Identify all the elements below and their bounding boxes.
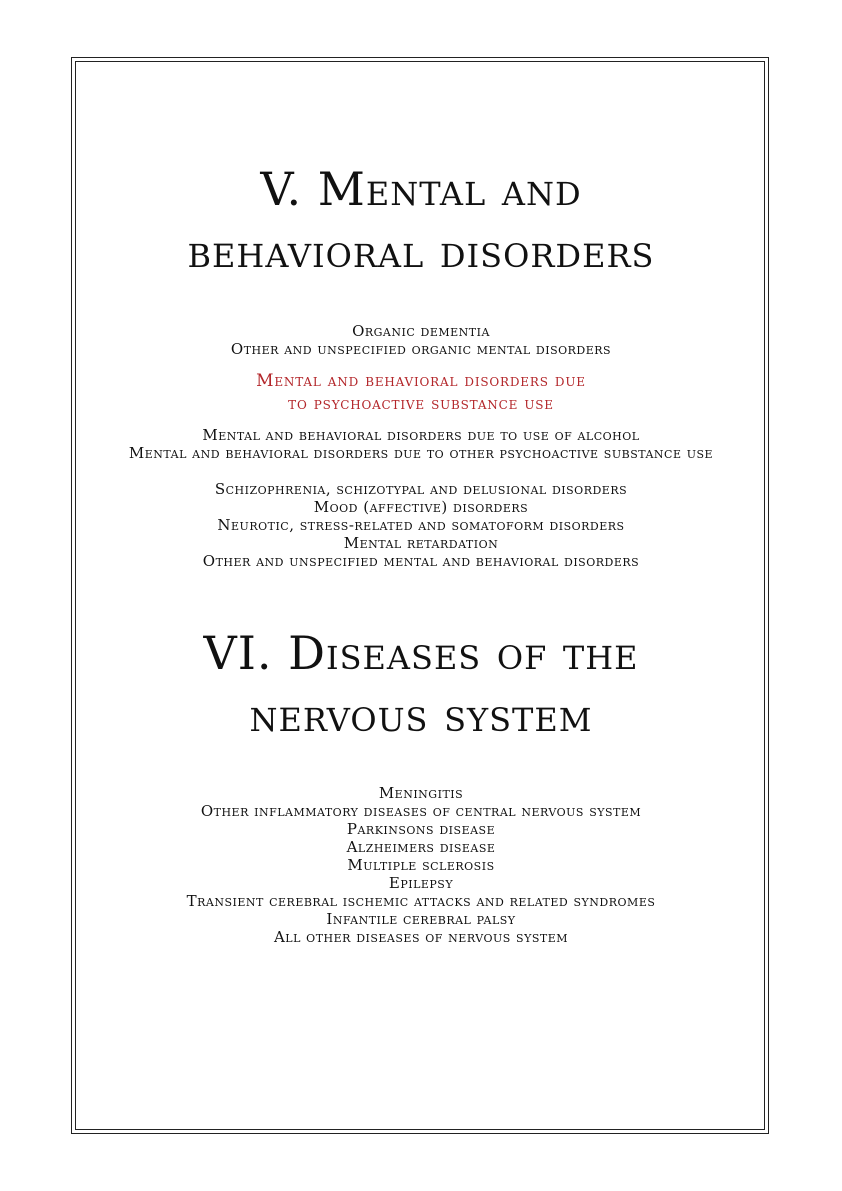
section-6-items — [0, 784, 842, 946]
list-item: Neurotic, stress-related and somatoform disorders — [217, 516, 625, 534]
section-5-title — [0, 158, 842, 282]
section-5-group-1 — [0, 322, 842, 358]
list-item: Transient cerebral ischemic attacks and related syndromes — [186, 892, 656, 910]
section-5-group-2 — [0, 426, 842, 462]
section-6-title-line-2: nervous system — [249, 688, 593, 742]
list-item: Infantile cerebral palsy — [326, 910, 516, 928]
list-item: Other and unspecified organic mental disorders — [230, 340, 612, 358]
list-item: Epilepsy — [388, 874, 454, 892]
section-5-group-3 — [0, 480, 842, 570]
list-item: Mental and behavioral disorders due to other psychoactive substance use — [128, 444, 714, 462]
list-item: Meningitis — [378, 784, 464, 802]
list-item: Parkinsons disease — [346, 820, 496, 838]
list-item: Mental and behavioral disorders due to use of alcohol — [202, 426, 640, 444]
list-item: Mood (affective) disorders — [313, 498, 529, 516]
list-item: Multiple sclerosis — [347, 856, 495, 874]
list-item: Mental retardation — [343, 534, 499, 552]
list-item: Other inflammatory diseases of central nervous system — [200, 802, 642, 820]
highlight-line: to psychoactive substance use — [288, 394, 554, 414]
list-item: Other and unspecified mental and behavioral disorders — [202, 552, 640, 570]
highlight-line: Mental and behavioral disorders due — [256, 371, 586, 391]
list-item: Alzheimers disease — [346, 838, 496, 856]
section-5-title-line-2: behavioral disorders — [187, 224, 655, 278]
list-item: All other diseases of nervous system — [273, 928, 569, 946]
section-5-title-line-1: V. Mental and — [260, 162, 582, 216]
list-item: Schizophrenia, schizotypal and delusional disorders — [214, 480, 628, 498]
section-5-highlight — [0, 370, 842, 416]
section-6-title — [0, 622, 842, 746]
section-6-title-line-1: VI. Diseases of the — [203, 626, 639, 680]
list-item: Organic dementia — [352, 322, 490, 340]
